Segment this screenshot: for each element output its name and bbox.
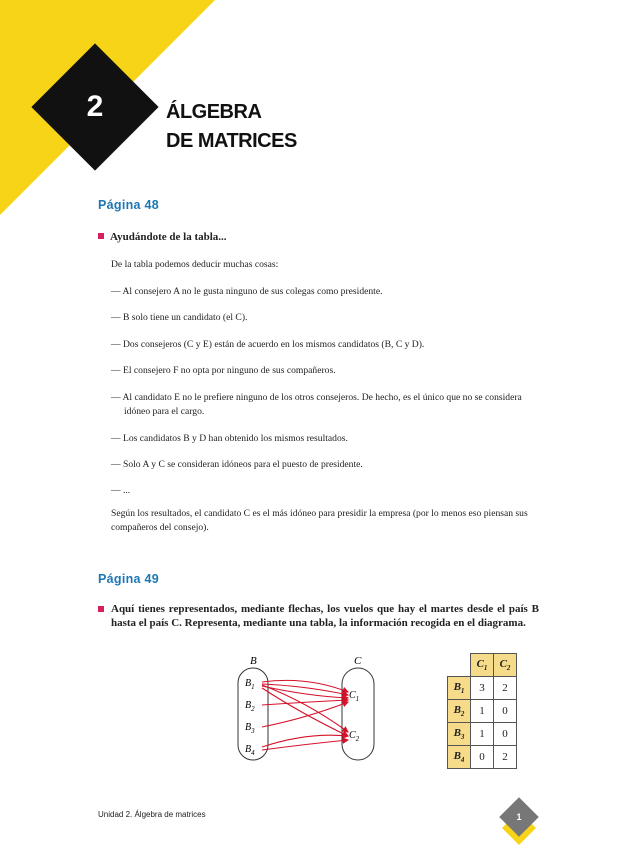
node-b4: $B_4$ (245, 744, 255, 757)
node-c2: $C_2$ (349, 730, 360, 743)
node-b1: $B_1$ (245, 678, 255, 691)
table-cell: 0 (494, 700, 517, 723)
table-cell: 2 (494, 746, 517, 769)
conclusion-paragraph: Según los resultados, el candidato C es el más idóneo para presidir la empresa (por lo menos eso piensan sus compañeros del consejo). (111, 508, 528, 533)
table-cell: 3 (471, 677, 494, 700)
list-item: — Al candidato E no le prefiere ninguno de los otros consejeros. De hecho, es el único que no se considera idóneo para el cargo. (111, 392, 522, 417)
table-cell: 1 (471, 700, 494, 723)
table-cell: 0 (471, 746, 494, 769)
col-header-c2: $C_2$ (494, 654, 517, 677)
table-row (448, 723, 517, 746)
flight-diagram (232, 652, 392, 764)
node-c1: $C_1$ (349, 690, 360, 703)
node-b3: $B_3$ (245, 722, 255, 735)
set-b-label: B (250, 655, 257, 667)
row-header-b4: $B_4$ (448, 746, 471, 769)
table-cell: 2 (494, 677, 517, 700)
row-header-b1: $B_1$ (448, 677, 471, 700)
table-cell: 0 (494, 723, 517, 746)
node-b2: $B_2$ (245, 700, 255, 713)
col-header-c1: $C_1$ (471, 654, 494, 677)
chapter-title (166, 98, 297, 156)
list-item: — Al consejero A no le gusta ninguno de sus colegas como presidente. (111, 286, 383, 297)
list-item: — ... (111, 485, 131, 496)
footer-text: Unidad 2. Álgebra de matrices (98, 810, 206, 819)
list-item: — Dos consejeros (C y E) están de acuerdo en los mismos candidatos (B, C y D). (111, 339, 425, 350)
table-row (448, 700, 517, 723)
page-48-heading: Página 48 (98, 198, 160, 212)
row-header-b3: $B_3$ (448, 723, 471, 746)
flights-table (447, 653, 517, 769)
set-c-oval (342, 668, 374, 760)
table-cell: 1 (471, 723, 494, 746)
bullet-square-icon (98, 606, 104, 612)
list-item: — B solo tiene un candidato (el C). (111, 312, 248, 323)
section-48-title (98, 231, 227, 245)
table-row (448, 677, 517, 700)
section-49-question: Aquí tienes representados, mediante flechas, los vuelos que hay el martes desde el país B hasta el país C. Representa, mediante una tabla, la información recogida en el diagrama. (111, 603, 539, 629)
page-number: 1 (516, 812, 522, 822)
row-header-b2: $B_2$ (448, 700, 471, 723)
chapter-title-line2: DE MATRICES (166, 130, 297, 152)
intro-paragraph: De la tabla podemos deducir muchas cosas: (111, 259, 279, 270)
chapter-title-line1: ÁLGEBRA (166, 101, 262, 123)
list-item: — Solo A y C se consideran idóneos para el puesto de presidente. (111, 459, 363, 470)
section-48-title-text: Ayudándote de la tabla... (110, 231, 227, 243)
bullet-square-icon (98, 233, 104, 239)
page-49-heading: Página 49 (98, 572, 160, 586)
table-corner (448, 654, 471, 677)
list-item: — Los candidatos B y D han obtenido los mismos resultados. (111, 433, 348, 444)
arrow-b4-c2-b (262, 740, 348, 750)
arrow-b1-c2-b (262, 688, 348, 736)
table-row (448, 746, 517, 769)
chapter-number: 2 (86, 90, 104, 123)
set-c-label: C (354, 655, 362, 667)
list-item: — El consejero F no opta por ninguno de sus compañeros. (111, 365, 336, 376)
